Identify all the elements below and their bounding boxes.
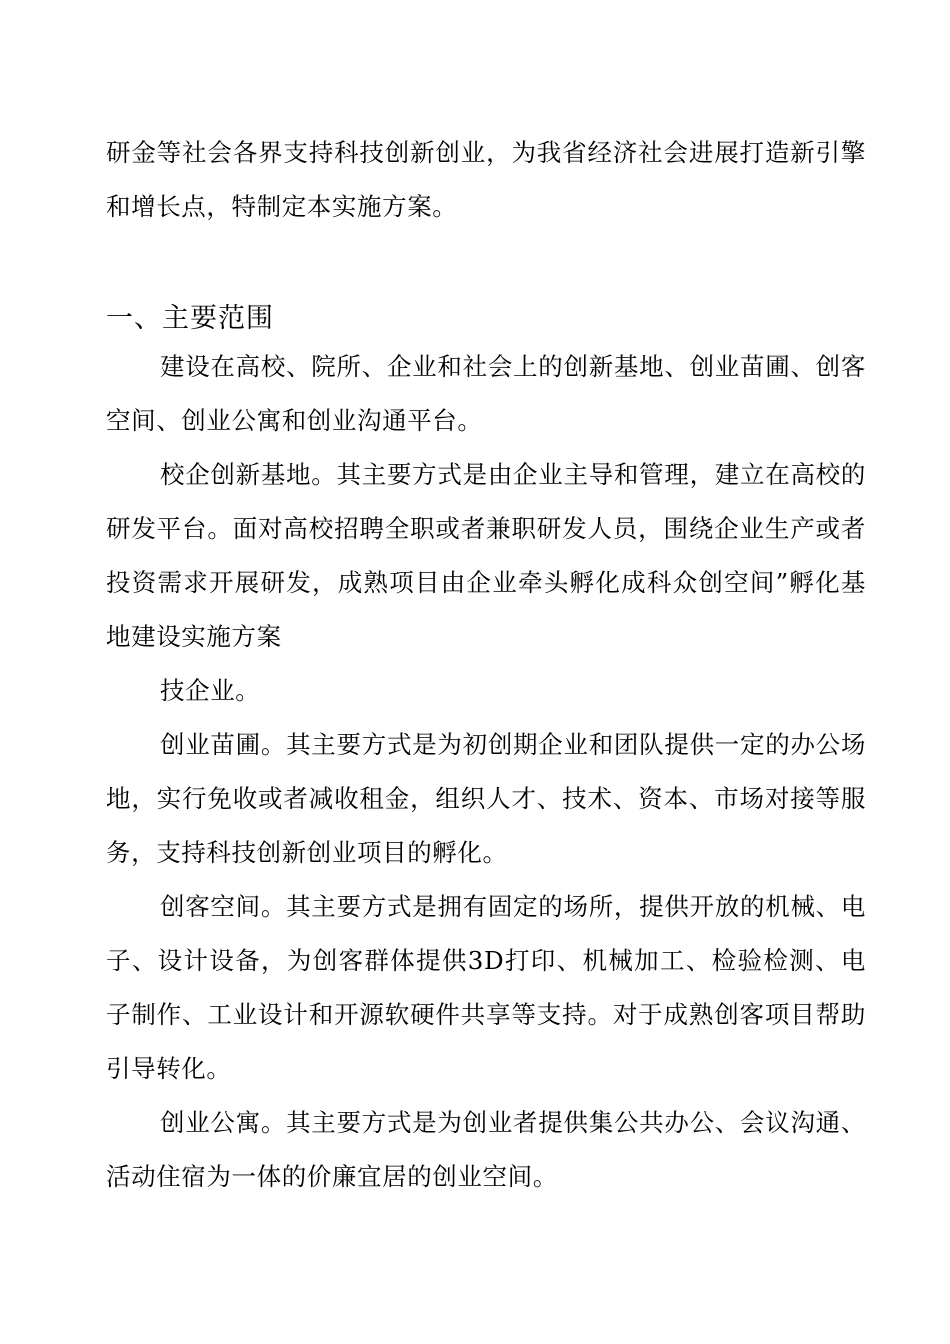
paragraph-scope: 建设在高校、院所、企业和社会上的创新基地、创业苗圃、创客空间、创业公寓和创业沟通平台。 [106, 352, 866, 435]
paragraph-startup-apartment: 创业公寓。其主要方式是为创业者提供集公共办公、会议沟通、活动住宿为一体的价廉宜居的创业空间。 [106, 1108, 866, 1191]
section-heading: 一、主要范围 [106, 303, 274, 334]
paragraph-startup-nursery: 创业苗圃。其主要方式是为初创期企业和团队提供一定的办公场地，实行免收或者减收租金，组织人才、技术、资本、市场对接等服务，支持科技创新创业项目的孵化。 [106, 730, 866, 867]
paragraph-tech-enterprise: 技企业。 [160, 676, 261, 705]
paragraph-innovation-base: 校企创新基地。其主要方式是由企业主导和管理，建立在高校的研发平台。面对高校招聘全职或者兼职研发人员，围绕企业生产或者投资需求开展研发，成熟项目由企业牵头孵化成科众创空间”孵化基地建设实施方案 [106, 460, 866, 651]
paragraph-maker-space: 创客空间。其主要方式是拥有固定的场所，提供开放的机械、电子、设计设备，为创客群体提供3D打印、机械加工、检验检测、电子制作、工业设计和开源软硬件共享等支持。对于成熟创客项目帮助引导转化。 [106, 892, 866, 1083]
intro-paragraph: 研金等社会各界支持科技创新创业，为我省经济社会进展打造新引擎和增长点，特制定本实施方案。 [106, 138, 866, 221]
